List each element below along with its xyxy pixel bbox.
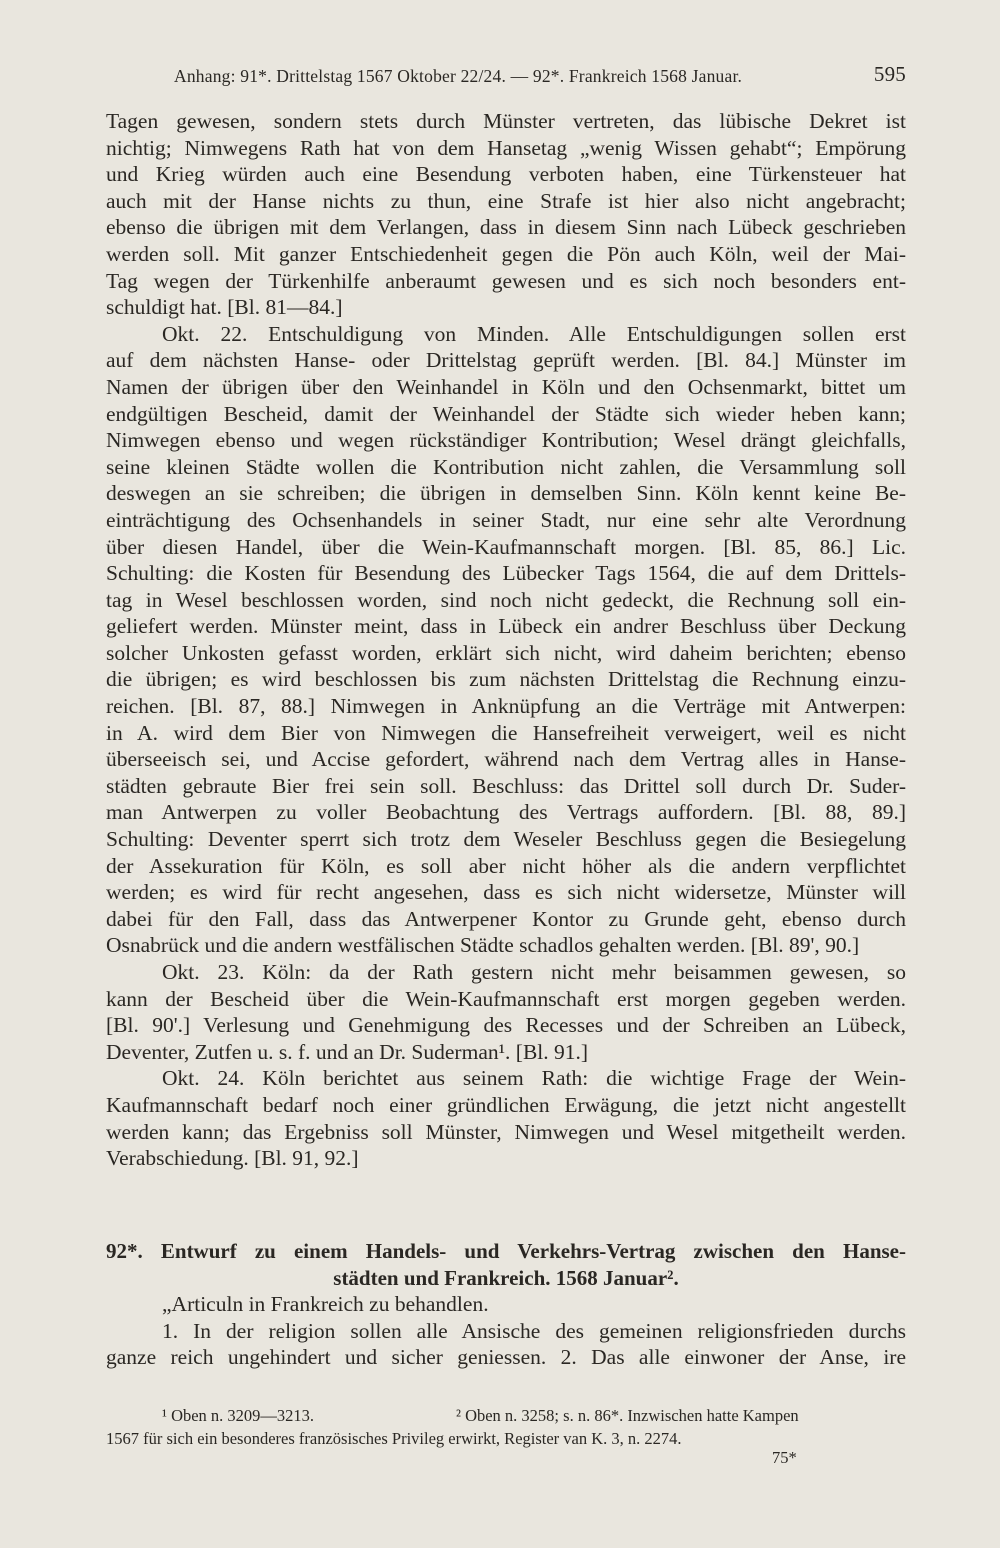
text-line: schuldigt hat. [Bl. 81—84.]	[106, 295, 343, 320]
text-line: Tag wegen der Türkenhilfe anberaumt gewesen und es sich noch besonders ent-	[106, 268, 906, 293]
text-line: reichen. [Bl. 87, 88.] Nimwegen in Anknüpfung an die Verträge mit Antwerpen:	[106, 694, 906, 719]
paragraph-okt-24: Okt. 24. Köln berichtet aus seinem Rath: die wichtige Frage der Wein-	[162, 1066, 906, 1091]
running-head-title: Anhang: 91*. Drittelstag 1567 Oktober 22/24. — 92*. Frankreich 1568 Januar.	[174, 66, 743, 86]
text-line: auf dem nächsten Hanse- oder Drittelstag geprüft werden. [Bl. 84.] Münster im	[106, 348, 906, 373]
section-heading-cont: städten und Frankreich. 1568 Januar².	[333, 1265, 679, 1290]
footnote-2: ² Oben n. 3258; s. n. 86*. Inzwischen hatte Kampen	[456, 1406, 799, 1425]
text-line: die übrigen; es wird beschlossen bis zum nächsten Drittelstag die Rechnung einzu-	[106, 667, 906, 692]
footnote-2-continuation: 1567 für sich ein besonderes französisches Privileg erwirkt, Register van K. 3, n. 2274.	[106, 1429, 682, 1448]
text-line: 1. In der religion sollen alle Ansische des gemeinen religionsfrieden durchs	[162, 1318, 906, 1343]
text-line: Osnabrück und die andern westfälischen Städte schadlos gehalten werden. [Bl. 89', 90.]	[106, 933, 860, 958]
text-line: einträchtigung des Ochsenhandels in seiner Stadt, nur eine sehr alte Verordnung	[106, 507, 906, 532]
text-line: kann der Bescheid über die Wein-Kaufmannschaft erst morgen gegeben werden.	[106, 986, 906, 1011]
text-line: deswegen an sie schreiben; die übrigen in demselben Sinn. Köln kennt keine Be-	[106, 481, 906, 506]
text-line: Schulting: Deventer sperrt sich trotz dem Weseler Beschluss gegen die Besiegelung	[106, 827, 906, 852]
text-line: „Articuln in Frankreich zu behandlen.	[162, 1292, 489, 1317]
text-line: tag in Wesel beschlossen worden, sind noch nicht gedeckt, die Rechnung soll ein-	[106, 587, 906, 612]
text-line: endgültigen Bescheid, damit der Weinhandel der Städte sich wieder heben kann;	[106, 401, 906, 426]
signature-mark: 75*	[772, 1448, 797, 1467]
section-92-text	[106, 1238, 906, 1371]
text-line: über diesen Handel, über die Wein-Kaufmannschaft morgen. [Bl. 85, 86.] Lic.	[106, 534, 906, 559]
paragraph-okt-23: Okt. 23. Köln: da der Rath gestern nicht mehr beisammen gewesen, so	[162, 960, 906, 984]
section-91-text	[106, 108, 906, 1172]
text-line: überseeisch sei, und Accise gefordert, während nach dem Vertrag alles in Hanse-	[106, 747, 906, 772]
text-line: Deventer, Zutfen u. s. f. und an Dr. Suderman¹. [Bl. 91.]	[106, 1039, 589, 1064]
text-line: man Antwerpen zu voller Beobachtung des Vertrags auffordern. [Bl. 88, 89.]	[106, 800, 906, 825]
text-line: Namen der übrigen über den Weinhandel in Köln und den Ochsenmarkt, bittet um	[106, 374, 906, 399]
text-line: und Krieg würden auch eine Besendung verboten haben, eine Türkensteuer hat	[106, 162, 906, 187]
page-number: 595	[873, 62, 906, 86]
text-line: solcher Unkosten gefasst worden, erklärt sich nicht, wird daheim berichten; ebenso	[106, 640, 906, 665]
running-head	[106, 62, 906, 90]
text-line: Kaufmannschaft bedarf noch einer gründlichen Erwägung, die jetzt nicht angestellt	[106, 1092, 906, 1117]
text-line: werden; es wird für recht angesehen, dass es sich nicht widersetze, Münster will	[106, 880, 906, 905]
footnotes	[106, 1406, 912, 1450]
text-line: seine kleinen Städte wollen die Kontribution nicht zahlen, die Versammlung soll	[106, 454, 906, 479]
text-line: in A. wird dem Bier von Nimwegen die Hansefreiheit verweigert, weil es nicht	[106, 720, 906, 745]
text-line: ebenso die übrigen mit dem Verlangen, dass in diesem Sinn nach Lübeck geschrieben	[106, 215, 906, 240]
text-line: nichtig; Nimwegens Rath hat von dem Hansetag „wenig Wissen gehabt“; Empörung	[106, 135, 906, 160]
text-line: geliefert werden. Münster meint, dass in Lübeck ein andrer Beschluss über Deckung	[106, 614, 906, 639]
text-line: auch mit der Hanse nichts zu thun, eine Strafe ist hier also nicht angebracht;	[106, 188, 906, 213]
section-heading: 92*. Entwurf zu einem Handels- und Verkehrs-Vertrag zwischen den Hanse-	[106, 1239, 906, 1263]
text-line: werden soll. Mit ganzer Entschiedenheit gegen die Pön auch Köln, weil der Mai-	[106, 241, 906, 266]
text-line: dabei für den Fall, dass das Antwerpener Kontor zu Grunde geht, ebenso durch	[106, 906, 906, 931]
text-line: Tagen gewesen, sondern stets durch Münster vertreten, das lübische Dekret ist	[106, 109, 906, 133]
paragraph-okt-22: Okt. 22. Entschuldigung von Minden. Alle Entschuldigungen sollen erst	[162, 321, 906, 346]
text-line: werden kann; das Ergebniss soll Münster, Nimwegen und Wesel mitgetheilt werden.	[106, 1119, 906, 1144]
text-line: der Assekuration für Köln, es soll aber nicht höher als die andern verpflichtet	[106, 853, 906, 878]
text-line: ganze reich ungehindert und sicher geniessen. 2. Das alle einwoner der Anse, ire	[106, 1345, 906, 1370]
text-line: [Bl. 90'.] Verlesung und Genehmigung des Recesses und der Schreiben an Lübeck,	[106, 1013, 906, 1038]
footnote-1: ¹ Oben n. 3209—3213.	[162, 1406, 315, 1425]
text-line: Verabschiedung. [Bl. 91, 92.]	[106, 1146, 359, 1171]
text-line: städten gebraute Bier frei sein soll. Beschluss: das Drittel soll durch Dr. Suder-	[106, 773, 906, 798]
text-line: Schulting: die Kosten für Besendung des Lübecker Tags 1564, die auf dem Drittels-	[106, 561, 906, 586]
footnote-row	[106, 1406, 912, 1428]
text-line: Nimwegen ebenso und wegen rückständiger Kontribution; Wesel drängt gleichfalls,	[106, 428, 906, 453]
